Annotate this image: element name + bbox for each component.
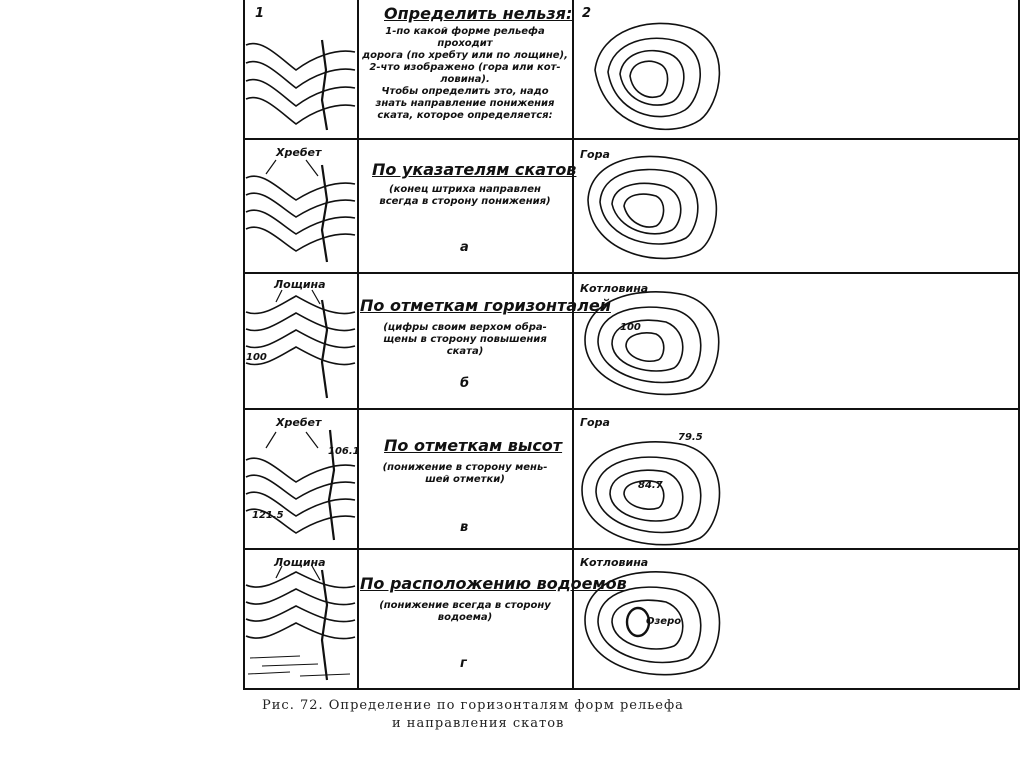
row3-left-contours — [246, 290, 355, 398]
row5-note-line: (понижение всегда в сторону — [379, 600, 551, 611]
row3-title: По отметкам горизонталей — [360, 296, 611, 315]
row2-letter: а — [460, 240, 469, 255]
row1-left-contours — [246, 40, 355, 130]
row1-note-line: Чтобы определить это, надо — [381, 86, 549, 97]
row1-note-line: ската, которое определяется: — [377, 110, 553, 121]
row1-map-number: 2 — [582, 6, 592, 21]
row5-letter: г — [460, 656, 467, 671]
row4-note-line: шей отметки) — [425, 474, 505, 485]
row1-right-contours — [595, 23, 719, 129]
row2-map-label: Гора — [580, 148, 610, 161]
row5-title: По расположению водоемов — [360, 574, 627, 593]
row5-note — [362, 600, 568, 624]
row4-right-contours — [582, 442, 720, 545]
row4-left-mark: 106.1 — [328, 446, 360, 457]
row2-left-label: Хребет — [276, 146, 322, 159]
row3-note-line: щены в сторону повышения — [383, 334, 547, 345]
row3-left-label: Лощина — [274, 278, 326, 291]
row5-left-contours — [246, 566, 355, 680]
row3-map-mark: 100 — [620, 322, 641, 333]
caption-line: Рис. 72. Определение по горизонталям форм рельефа — [262, 698, 684, 713]
row2-note — [362, 184, 568, 208]
row1-note-line: знать направление понижения — [375, 98, 555, 109]
row4-map-mark: 79.5 — [678, 432, 703, 443]
row5-map-mark: Озеро — [646, 616, 682, 627]
row4-title: По отметкам высот — [384, 436, 563, 455]
row5-note-line: водоема) — [437, 612, 493, 623]
row2-note-line: (конец штриха направлен — [389, 184, 541, 195]
row4-map-mark: 84.7 — [638, 480, 663, 491]
row3-note-line: (цифры своим верхом обра- — [383, 322, 547, 333]
row3-left-mark: 100 — [246, 352, 267, 363]
row1-note-line: 1-по какой форме рельефа проходит — [385, 26, 545, 49]
row3-letter: б — [460, 376, 470, 391]
row4-left-mark: 121.5 — [252, 510, 284, 521]
row4-map-label: Гора — [580, 416, 610, 429]
row3-note — [362, 322, 568, 358]
row4-note — [362, 462, 568, 486]
row2-right-contours — [588, 156, 716, 258]
row2-left-contours — [246, 160, 355, 262]
row1-number: 1 — [255, 6, 265, 21]
row3-note-line: ската) — [446, 346, 484, 357]
row5-left-label: Лощина — [274, 556, 326, 569]
row4-note-line: (понижение в сторону мень- — [382, 462, 548, 473]
row5-map-label: Котловина — [580, 556, 649, 569]
row3-map-label: Котловина — [580, 282, 649, 295]
row1-note — [362, 26, 568, 122]
row2-note-line: всегда в сторону понижения) — [379, 196, 551, 207]
caption-line: и направления скатов — [392, 716, 565, 731]
row1-note-line: дорога (по хребту или по лощине), — [362, 50, 568, 61]
figure-caption — [262, 697, 732, 733]
row1-note-line: 2-что изображено (гора или кот- — [369, 62, 561, 73]
row4-left-label: Хребет — [276, 416, 322, 429]
row4-letter: в — [460, 520, 469, 535]
row1-note-line: ловина). — [440, 74, 490, 85]
row2-title: По указателям скатов — [372, 160, 577, 179]
row1-title: Определить нельзя: — [384, 4, 573, 23]
